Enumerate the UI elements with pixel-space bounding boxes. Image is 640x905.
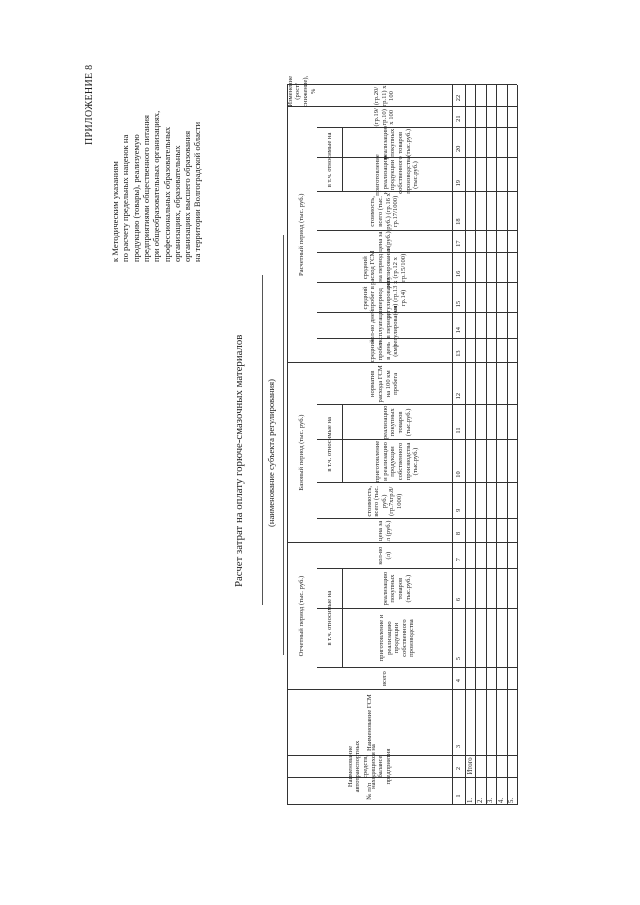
appendix-line: к Методическим указаниям (110, 161, 120, 262)
header-vehicle: Наименование автотранспортных средств, находящихся на балансе предприятия (346, 740, 392, 793)
column-number: 14 (455, 327, 462, 334)
header-avg-fuel: средний расход ГСМ на период регулирования (гр.12 х гр.15/100) (361, 247, 407, 289)
appendix-line: организациях высшего образования (182, 130, 193, 262)
column-number: 8 (455, 531, 462, 536)
row-number: 5. (508, 797, 516, 803)
column-number: 7 (455, 558, 462, 562)
subject-fill-line (262, 275, 263, 605)
column-number: 16 (455, 270, 462, 278)
appendix-line: при общеобразовательных организациях, (151, 110, 162, 262)
column-number: 5 (455, 657, 462, 661)
row-number: 4. (497, 797, 505, 803)
column-number: 15 (455, 300, 462, 308)
table-rule-horizontal (507, 85, 508, 805)
header-total: всего (380, 671, 388, 687)
column-number: 11 (455, 427, 462, 434)
column-number: 10 (455, 471, 462, 478)
header-own-production: приготовление и реализацию продукции собственного производства (тыс.руб.) (374, 440, 420, 483)
column-number: 20 (455, 145, 462, 153)
header-incl: в т.ч. относимые на (325, 417, 333, 472)
column-number: 2 (455, 766, 462, 771)
table-rule-horizontal (452, 85, 453, 805)
appendix-line: продукцию (товары), реализуемую (130, 134, 141, 262)
calc-period-header: Расчетный период (тыс. руб.) (298, 193, 306, 276)
header-qty: кол-во (л) (376, 546, 392, 565)
header-fuel-name: Наименование ГСМ (365, 694, 373, 751)
signature-line (283, 235, 284, 655)
table-rule-horizontal (475, 85, 476, 805)
header-mileage-period: средний пробег в период регулирования (км) (гр.13 х гр.14) (361, 277, 407, 319)
column-number: 9 (455, 508, 462, 512)
header-incl: в т.ч. относимые на (325, 590, 333, 646)
header-cost-calc: стоимость, всего (тыс. руб.) (гр.16 х гр.17/1000) (369, 193, 400, 230)
table-rule-horizontal (496, 85, 497, 805)
column-number: 3 (455, 744, 462, 749)
header-incl: в т.ч. относимые на (325, 132, 333, 188)
header-own-production: приготовление и реализацию продукции собственного производства (тыс.руб.) (374, 154, 420, 196)
table-rule-horizontal (517, 85, 518, 805)
appendix-line: организациях, образовательных (171, 145, 182, 262)
appendix-line: профессиональных образовательных (161, 126, 172, 262)
appendix-line: на территории Волгоградской области (192, 121, 203, 262)
header-price-l: цена за л (руб.) (376, 231, 392, 253)
header-number: № п/п (365, 782, 373, 800)
header-mileage-day: средний пробег в день (км) (369, 339, 400, 363)
row-number: 2. (476, 797, 484, 803)
header-price: цена за л (руб.) (376, 520, 392, 542)
column-number: 17 (455, 240, 462, 247)
header-own-production: приготовление и реализацию продукции собственного производства (378, 614, 416, 662)
header-change-1: (гр.19/гр.10) х 100 (373, 108, 396, 127)
appendix-line: предприятиями общественного питания (140, 115, 151, 262)
base-period-header: Базовый период (тыс. руб.) (298, 414, 306, 491)
column-number: 19 (455, 180, 462, 187)
column-number: 12 (455, 392, 462, 400)
appendix-line: по расчету предельных наценок на (120, 134, 131, 262)
row-number: 1. (466, 797, 474, 803)
column-number: 22 (455, 94, 462, 102)
header-change-2: (гр.20/гр.11) х 100 (373, 85, 396, 107)
header-purchased: реализацию покупных товаров (тыс.руб.) (381, 571, 412, 606)
column-number: 18 (455, 218, 462, 225)
document-title: Расчет затрат на оплату горюче-смазочных материалов (233, 334, 245, 587)
header-purchased: реализацию покупных товаров (тыс.руб.) (381, 405, 412, 440)
change-header: Изменение (рост/ снижение), % (286, 75, 317, 107)
table-rule-horizontal (486, 85, 487, 805)
column-number: 21 (455, 115, 462, 122)
appendix-title: ПРИЛОЖЕНИЕ 8 (84, 64, 95, 145)
table-rule-horizontal (465, 85, 466, 805)
row-vehicle: Итого (466, 757, 474, 775)
column-number: 6 (455, 597, 462, 602)
subject-caption: (наименование субъекта регулирования) (266, 379, 276, 527)
column-number: 4 (455, 679, 462, 683)
column-number: 13 (455, 350, 462, 357)
reporting-period-header: Отчетный период (тыс. руб.) (298, 575, 306, 657)
header-norm: норматив расхода ГСМ на 100 км пробега (369, 365, 400, 403)
header-purchased: реализацию покупных товаров (тыс.руб.) (381, 125, 412, 160)
column-number: 1 (455, 794, 462, 798)
header-cost-base: стоимость, всего (тыс. руб.) (гр.7хгр.8/ 1000) (365, 486, 403, 517)
header-days: кол-во дней эксплуатации в период регулирования (369, 305, 400, 347)
row-number: 3. (487, 797, 495, 803)
fuel-cost-table (286, 75, 517, 805)
